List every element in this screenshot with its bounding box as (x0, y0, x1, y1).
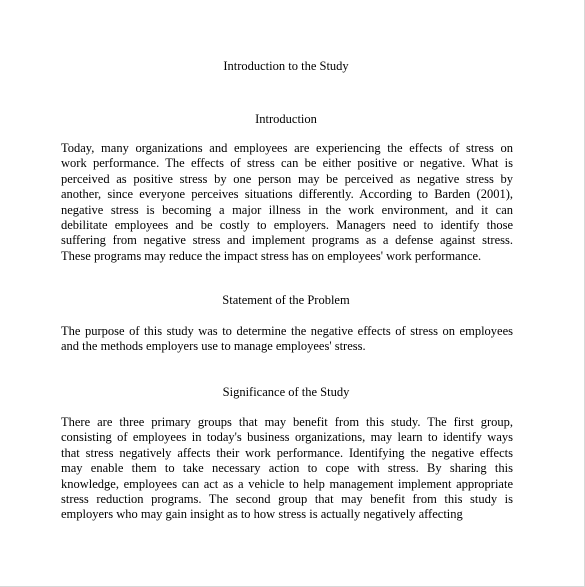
paragraph-statement-of-problem (61, 324, 513, 355)
paragraph-line: There are three primary groups that may benefit from this study. The first group, (61, 415, 513, 429)
paragraph-line: Today, many organizations and employees are experiencing the effects of stress on (61, 141, 513, 155)
paragraph-line: suffering from negative stress and implement programs as a defense against stress. (61, 233, 513, 248)
paragraph-introduction (61, 141, 513, 264)
paragraph-line: consisting of employees in today's business organizations, may learn to identify ways (61, 430, 513, 445)
paragraph-line: stress reduction programs. The second group that may benefit from this study is (61, 492, 513, 507)
paragraph-line: These programs may reduce the impact stress has on employees' work performance. (61, 248, 482, 263)
paragraph-line: The purpose of this study was to determine the negative effects of stress on employees (61, 324, 513, 338)
paragraph-line: employers who may gain insight as to how stress is actually negatively affecting (61, 507, 463, 522)
paragraph-line: that stress negatively affects their work performance. Identifying the negative effects (61, 445, 513, 460)
paragraph-line: knowledge, employees can act as a vehicle to help management implement appropriate (61, 476, 513, 491)
paragraph-line: debilitate employees and be costly to employers. Managers need to identify those (61, 218, 513, 233)
section-heading-introduction: Introduction (255, 112, 317, 126)
paragraph-line: work performance. The effects of stress can be either positive or negative. What is (61, 156, 513, 171)
paragraph-line: another, since everyone perceives situations differently. According to Barden (2001), (61, 187, 513, 202)
paragraph-significance (61, 415, 513, 523)
document-title: Introduction to the Study (223, 59, 349, 73)
paragraph-line: may enable them to take necessary action to cope with stress. By sharing this (61, 461, 513, 476)
paragraph-line: negative stress is becoming a major illness in the work environment, and it can (61, 202, 513, 217)
paragraph-line: perceived as positive stress by one person may be perceived as negative stress by (61, 171, 513, 186)
paragraph-line: and the methods employers use to manage employees' stress. (61, 339, 366, 354)
section-heading-significance: Significance of the Study (222, 385, 350, 399)
section-heading-statement-of-problem: Statement of the Problem (222, 293, 350, 307)
